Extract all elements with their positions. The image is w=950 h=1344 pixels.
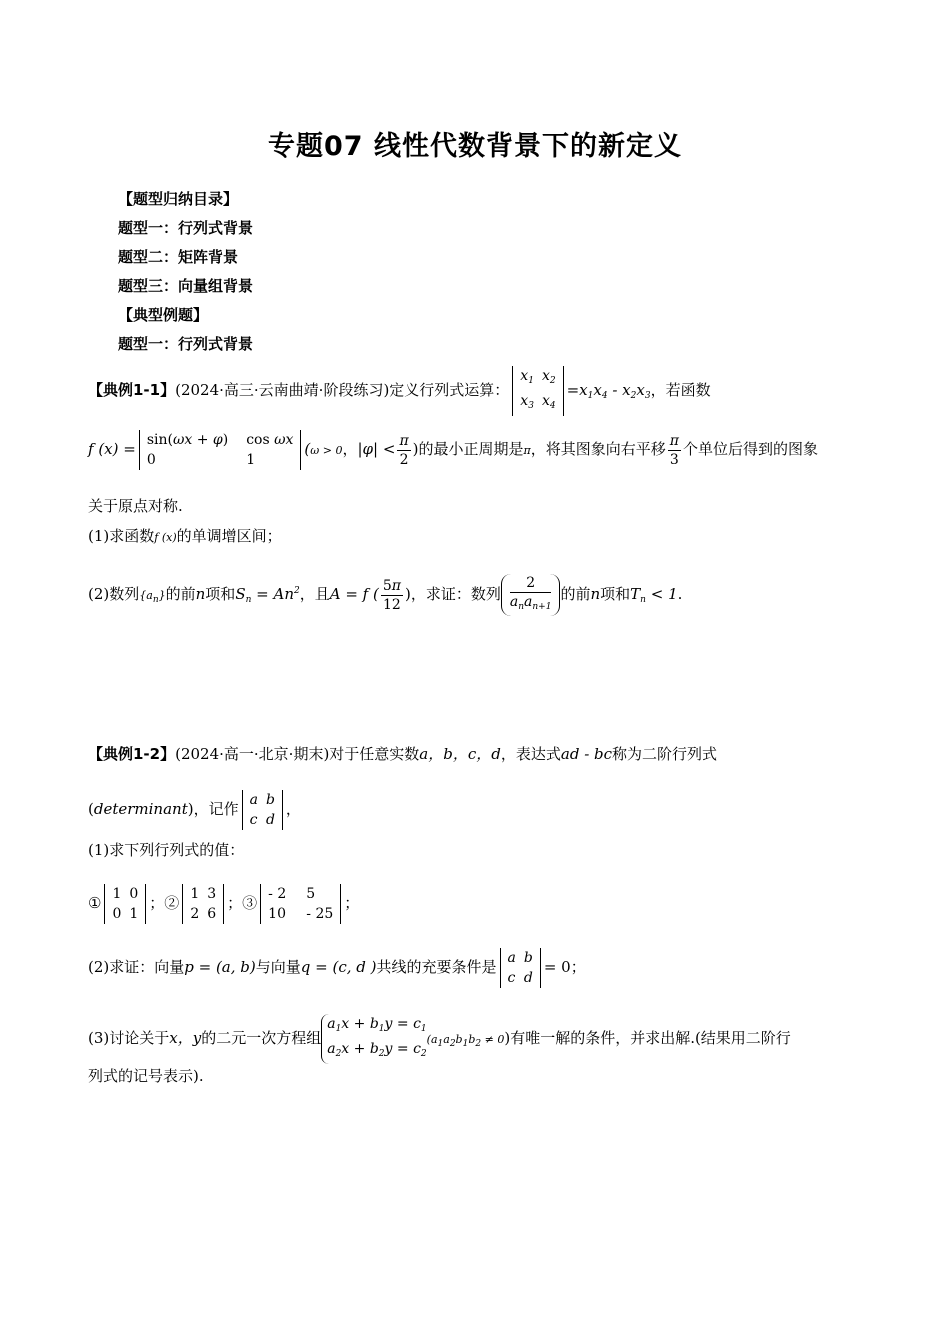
ex2-det-notation: a b c d: [242, 790, 283, 830]
ex2-q1: (1)求下列行列式的值：: [88, 841, 245, 859]
ex1-det-formula: $=x_1x_4 - x_2x_3$: [566, 381, 651, 401]
ex1-line2: f (x) = sin(ωx + φ) cos ωx 0 1 (ω > 0，|φ| < $\frac{\pi}{2}$ )的最小正周期是π，将其图象向右平移 $\frac{\pi}{3}$ 个单位后得到的图象: [88, 432, 818, 468]
ex2-q3: (3)讨论关于x，y的二元一次方程组 $a_1x + b_1y = c_1$ $a_2x + b_2y = c_2$ $(a_1a_2b_1b_2 \ne 0)$有唯一解的条件，并求出解.(结果用二阶行: [88, 1014, 791, 1064]
ex1-q1: (1)求函数f (x)的单调增区间；: [88, 527, 282, 545]
toc-header: 【题型归纳目录】: [118, 190, 239, 208]
toc-item-2: 题型二：矩阵背景: [118, 248, 239, 266]
ex2-q1-items: ① 1 0 0 1 ；② 1 3 2 6 ；③ - 2 5 10 - 25 ；: [88, 886, 360, 922]
ex1-after-det: ，若函数: [650, 381, 711, 399]
ex2-label: 【典例1-2】: [88, 745, 176, 763]
examples-header: 【典型例题】: [118, 306, 209, 324]
ex1-function: f (x) =: [88, 440, 136, 458]
ex1-line1: [88, 366, 711, 416]
ex2-q3-line2: 列式的记号表示).: [88, 1067, 204, 1085]
ex1-shift-text: ，将其图象向右平移: [530, 440, 666, 458]
ex1-line3: 关于原点对称.: [88, 497, 183, 515]
ex1-period-text: 的最小正周期是: [418, 440, 524, 458]
toc-item-1: 题型一：行列式背景: [118, 219, 254, 237]
ex1-source: (2024·高三·云南曲靖·阶段练习)定义行列式运算：: [175, 381, 510, 399]
ex1-det-definition: $x_1$ $x_2$ $x_3$ $x_4$: [512, 366, 563, 416]
ex2-det-3: - 2 5 10 - 25: [260, 884, 341, 924]
ex2-system-brace: $a_1x + b_1y = c_1$ $a_2x + b_2y = c_2$: [321, 1014, 426, 1064]
ex2-q2: (2)求证：向量p = (a, b)与向量q = (c, d )共线的充要条件是 a b c d = 0；: [88, 950, 586, 986]
ex2-line1: 【典例1-2】(2024·高一·北京·期末)对于任意实数a，b，c，d，表达式ad - bc称为二阶行列式: [88, 745, 718, 763]
page-title: 专题07 线性代数背景下的新定义: [268, 131, 682, 162]
ex2-det-4: a b c d: [500, 948, 541, 988]
ex1-sequence-brace: $\frac{2}{a_na_{n+1}}$: [501, 574, 561, 616]
ex1-shift-tail: 个单位后得到的图象: [682, 440, 818, 458]
ex1-q2: (2)数列$\{a_n\}$的前n项和$S_n = An^2$，且A = f ( $\frac{5\pi}{12}$ )，求证：数列 $\frac{2}{a_na_{n+1}}$ 的前n项和$T_n < 1$.: [88, 574, 682, 616]
ex1-function-det: sin(ωx + φ) cos ωx 0 1: [139, 430, 302, 470]
ex2-line2: (determinant)，记作 a b c d ，: [88, 792, 301, 828]
ex1-label: 【典例1-1】: [88, 381, 176, 399]
ex2-det-2: 1 3 2 6: [182, 884, 224, 924]
ex2-det-1: 1 0 0 1: [104, 884, 146, 924]
toc-item-3: 题型三：向量组背景: [118, 277, 254, 295]
section-heading-1: 题型一：行列式背景: [118, 335, 254, 353]
